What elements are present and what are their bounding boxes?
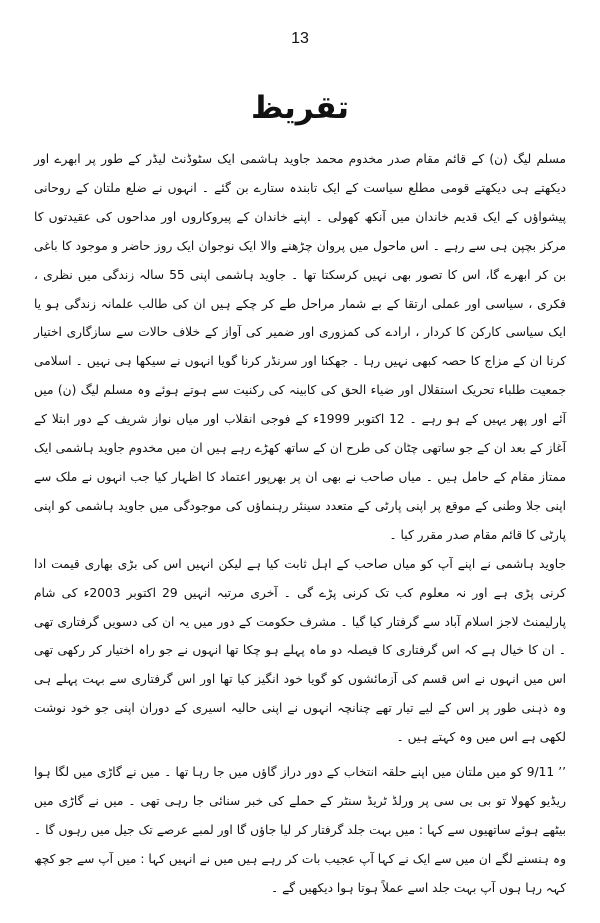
paragraph: جاوید ہاشمی نے اپنے آپ کو میاں صاحب کے اہل ثابت کیا ہے لیکن انہیں اس کی بڑی بھاری قیمت ادا کرنی پڑی ہے اور نہ معلوم کب تک کرنی پڑے گی ۔ آخری مرتبہ انہیں 29 اکتوبر 2003ء کی شام پارلیمنٹ لاجز اسلام آباد سے گرفتار کیا گیا ۔ مشرف حکومت کے دور میں یہ ان کی دسویں گرفتاری تھی ۔ ان کا خیال ہے کہ اس گرفتاری کا فیصلہ دو ماہ پہلے ہو چکا تھا انہوں نے جو راہ اختیار کر رکھی تھی اس میں انہوں نے اس قسم کی آزمائشوں کو گویا خود انگیز کیا تھا اور اس گرفتاری سے بہت پہلے ہی وہ ذہنی طور پر اس کے لیے تیار تھے چنانچہ انہوں نے اپنی حالیہ اسیری کے دوران اپنی جو خود نوشت لکھی ہے اس میں وہ کہتے ہیں ۔ (34, 556, 566, 745)
page-number: 13 (291, 30, 309, 47)
quote-paragraph: ’’ 9/11 کو میں ملتان میں اپنے حلقہ انتخاب کے دور دراز گاؤں میں جا رہا تھا ۔ میں نے گاڑی میں لگا ہوا ریڈیو کھولا تو بی بی سی پر ورلڈ ٹریڈ سنٹر کے حملے کی خبر سنائی جا رہی تھی ۔ میں نے گاڑی میں بیٹھے ہوئے ساتھیوں سے کہا : میں بہت جلد گرفتار کر لیا جاؤں گا اور لمبے عرصے تک جیل میں رہوں گا ۔ وہ ہنسنے لگے ان میں سے ایک نے کہا آپ عجیب بات کر رہے ہیں میں نے انہیں کہا : میں آپ سے جو کچھ کہہ رہا ہوں آپ بہت جلد اسے عملاً ہوتا ہوا دیکھیں گے ۔ (34, 765, 567, 895)
page-title: تقریظ (250, 90, 350, 126)
body-text (34, 145, 566, 903)
paragraph: مسلم لیگ (ن) کے قائم مقام صدر مخدوم محمد جاوید ہاشمی ایک سٹوڈنٹ لیڈر کے طور پر ابھرے اور دیکھتے ہی دیکھتے قومی مطلع سیاست کے ایک تابندہ ستارے بن گئے ۔ انہوں نے ضلع ملتان کے روحانی پیشواؤں کے ایک قدیم خاندان میں آنکھ کھولی ۔ اپنے خاندان کے پیروکاروں اور مداحوں کی عقیدتوں کا مرکز بچپن ہی سے رہے ۔ اس ماحول میں پروان چڑھنے والا ایک نوجوان ایک روز حاضر و موجود کا باغی بن کر ابھرے گا، اس کا تصور بھی نہیں کرسکتا تھا ۔ جاوید ہاشمی اپنی 55 سالہ زندگی میں نظری ، فکری ، سیاسی اور عملی ارتقا کے بے شمار مراحل طے کر چکے ہیں ان کی طالب علمانہ زندگی ہو یا ایک سیاسی کارکن کا کردار ، ارادے کی کمزوری اور ضمیر کی آواز کے خلاف حالات سے سازگاری اختیار کرنا ان کے مزاج کا حصہ کبھی نہیں رہا ۔ جھکنا اور سرنڈر کرنا گویا انہوں نے سیکھا ہی نہیں ۔ اسلامی جمعیت طلباء تحریک استقلال اور ضیاء الحق کی کابینہ کی رکنیت سے ہوتے ہوئے وہ مسلم لیگ (ن) میں آئے اور پھر یہیں کے ہو رہے ۔ 12 اکتوبر 1999ء کے فوجی انقلاب اور میاں نواز شریف کے دور ابتلا کے آغاز کے بعد ان کے جو ساتھی چٹان کی طرح ان کے ساتھ کھڑے رہے ہیں ان میں مخدوم جاوید ہاشمی ایک ممتاز مقام کے حامل ہیں ۔ میاں صاحب نے بھی ان پر بھرپور اعتماد کا اظہار کیا جب انہوں نے ملک سے اپنی جلا وطنی کے موقع پر اپنی پارٹی کے متعدد سینئر رہنماؤں کی موجودگی میں جاوید ہاشمی کو اپنی پارٹی کا قائم مقام صدر مقرر کیا ۔ (34, 152, 567, 542)
